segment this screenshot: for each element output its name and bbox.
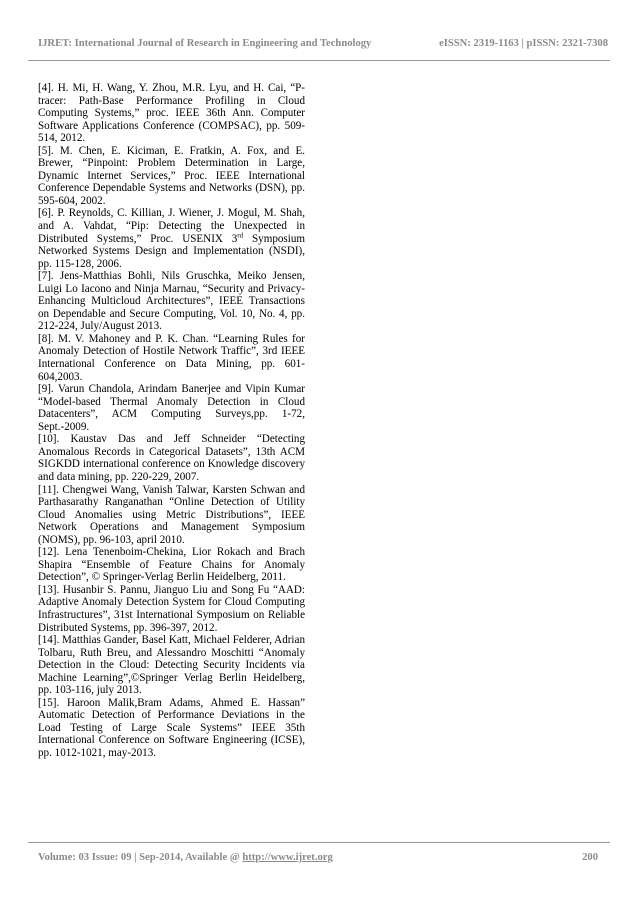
reference-text: Symposium Networked Systems Design and Implementation (NSDI), pp. 115-128, 2006. [38, 232, 305, 270]
reference-item: [13]. Husanbir S. Pannu, Jianguo Liu and Song Fu “AAD: Adaptive Anomaly Detection System for Cloud Computing Infrastructures”, 31st International Symposium on Reliable Distributed Systems, pp. 396-397, 2012. [38, 583, 305, 634]
journal-url-link[interactable]: http://www.ijret.org [242, 852, 333, 863]
reference-item: [5]. M. Chen, E. Kiciman, E. Fratkin, A. Fox, and E. Brewer, “Pinpoint: Problem Determination in Large, Dynamic Internet Services,” Proc. IEEE International Conference Dependable Systems and Networks (DSN), pp. 595-604, 2002. [38, 144, 305, 207]
reference-item: [9]. Varun Chandola, Arindam Banerjee and Vipin Kumar “Model-based Thermal Anomaly Detection in Cloud Datacenters”, ACM Computing Surveys,pp. 1-72, Sept.-2009. [38, 383, 305, 433]
reference-item: [11]. Chengwei Wang, Vanish Talwar, Karsten Schwan and Parthasarathy Ranganathan “Online Detection of Utility Cloud Anomalies using Metric Distributions”, IEEE Network Operations and Management Symposium (NOMS), pp. 96-103, april 2010. [38, 483, 305, 546]
reference-item: [15]. Haroon Malik,Bram Adams, Ahmed E. Hassan” Automatic Detection of Performance Deviations in the Load Testing of Large Scale Systems” IEEE 35th International Conference on Software Engineering (ICSE), pp. 1012-1021, may-2013. [38, 696, 305, 759]
reference-item [38, 207, 305, 270]
issn-info: eISSN: 2319-1163 | pISSN: 2321-7308 [439, 38, 608, 49]
reference-list [38, 82, 305, 760]
header-divider [28, 60, 610, 61]
superscript: rd [237, 230, 244, 239]
footer-divider [28, 842, 610, 843]
volume-info [38, 852, 333, 863]
volume-text: Volume: 03 Issue: 09 | Sep-2014, Available @ [38, 852, 243, 863]
reference-item: [8]. M. V. Mahoney and P. K. Chan. “Learning Rules for Anomaly Detection of Hostile Network Traffic”, 3rd IEEE International Conference on Data Mining, pp. 601-604,2003. [38, 332, 305, 383]
running-footer [38, 852, 598, 863]
reference-item: [7]. Jens-Matthias Bohli, Nils Gruschka, Meiko Jensen, Luigi Lo Iacono and Ninja Marnau, “Security and Privacy-Enhancing Multicloud Architectures”, IEEE Transactions on Dependable and Secure Computing, Vol. 10, No. 4, pp. 212-224, July/August 2013. [38, 270, 305, 333]
reference-item: [4]. H. Mi, H. Wang, Y. Zhou, M.R. Lyu, and H. Cai, “P-tracer: Path-Base Performance Profiling in Cloud Computing Systems,” proc. IEEE 36th Ann. Computer Software Applications Conference (COMPSAC), pp. 509-514, 2012. [38, 82, 305, 145]
running-header [38, 38, 608, 49]
journal-title: IJRET: International Journal of Research in Engineering and Technology [38, 38, 372, 49]
reference-item: [14]. Matthias Gander, Basel Katt, Michael Felderer, Adrian Tolbaru, Ruth Breu, and Alessandro Moschitti “Anomaly Detection in the Cloud: Detecting Security Incidents via Machine Learning”,©Springer Verlag Berlin Heidelberg, pp. 103-116, july 2013. [38, 634, 305, 697]
reference-item: [12]. Lena Tenenboim-Chekina, Lior Rokach and Brach Shapira “Ensemble of Feature Chains for Anomaly Detection”, © Springer-Verlag Berlin Heidelberg, 2011. [38, 546, 305, 584]
reference-text: [6]. P. Reynolds, C. Killian, J. Wiener, J. Mogul, M. Shah, and A. Vahdat, “Pip: Detecting the Unexpected in Distributed Systems,” Proc. USENIX 3 [38, 207, 305, 245]
reference-item: [10]. Kaustav Das and Jeff Schneider “Detecting Anomalous Records in Categorical Datasets”, 13th ACM SIGKDD international conference on Knowledge discovery and data mining, pp. 220-229, 2007. [38, 433, 305, 483]
page-number: 200 [582, 852, 598, 863]
